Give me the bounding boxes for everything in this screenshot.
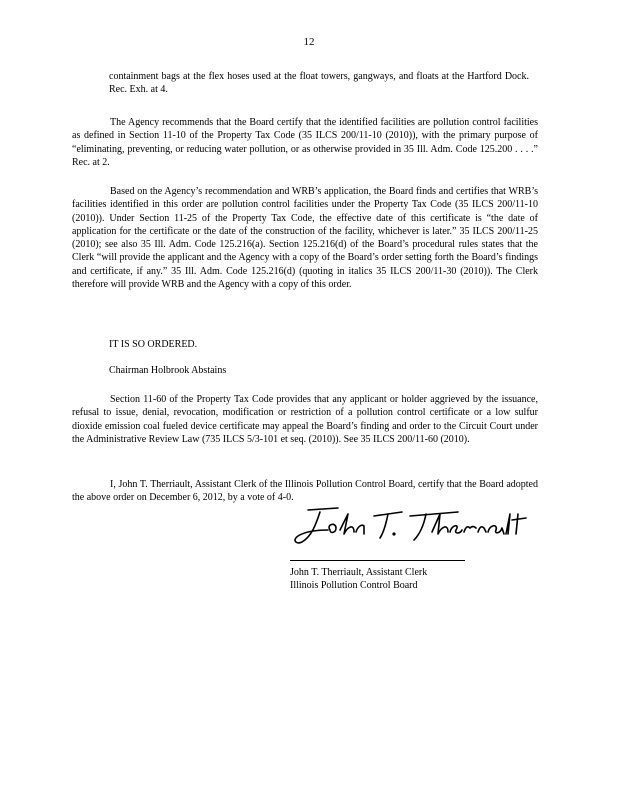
signature-name-title: John T. Therriault, Assistant Clerk: [290, 567, 428, 578]
abstain-line: Chairman Holbrook Abstains: [109, 365, 227, 376]
signature-organization: Illinois Pollution Control Board: [290, 580, 418, 591]
paragraph-certification: I, John T. Therriault, Assistant Clerk of the Illinois Pollution Control Board, certify that the Board adopted the above order on December 6, 2012, by a vote of 4-0.: [72, 479, 538, 504]
page-number: 12: [303, 36, 315, 48]
paragraph-board-finds: Based on the Agency’s recommendation and WRB’s application, the Board finds and certifies that WRB’s facilities identified in this order are pollution control facilities under the Property Tax Code (35 ILCS 200/11-10 (2010)). Under Section 11-25 of the Property Tax Code, the effective date of this certificate is “the date of application for the certificate or the date of the construction of the facility, whichever is later.” 35 ILCS 200/11-25 (2010); see also 35 Ill. Adm. Code 125.216(a). Section 125.216(d) of the Board’s procedural rules states that the Clerk “will provide the applicant and the Agency with a copy of the Board’s order setting forth the Board’s findings and certificate, if any.” 35 Ill. Adm. Code 125.216(d) (quoting in italics 35 ILCS 200/11-30 (2010)). The Clerk therefore will provide WRB and the Agency with a copy of this order.: [72, 186, 538, 291]
paragraph-agency-recommends: The Agency recommends that the Board certify that the identified facilities are pollution control facilities as defined in Section 11-10 of the Property Tax Code (35 ILCS 200/11-10 (2010)), with the primary purpose of “eliminating, preventing, or reducing water pollution, or as otherwise provided in 35 Ill. Adm. Code 125.200 . . . .” Rec. at 2.: [72, 117, 538, 168]
handwritten-signature: [290, 500, 530, 550]
paragraph-containment: containment bags at the flex hoses used at the float towers, gangways, and floats at the Hartford Dock. Rec. Exh. at 4.: [109, 71, 529, 96]
so-ordered-line: IT IS SO ORDERED.: [109, 339, 198, 350]
paragraph-appeal: Section 11-60 of the Property Tax Code provides that any applicant or holder aggrieved by the issuance, refusal to issue, denial, revocation, modification or restriction of a pollution control certificate or a low sulfur dioxide emission coal fueled device certificate may appeal the Board’s finding and order to the Circuit Court under the Administrative Review Law (735 ILCS 5/3-101 et seq. (2010)). See 35 ILCS 200/11-60 (2010).: [72, 394, 538, 445]
signature-rule: [290, 560, 465, 561]
